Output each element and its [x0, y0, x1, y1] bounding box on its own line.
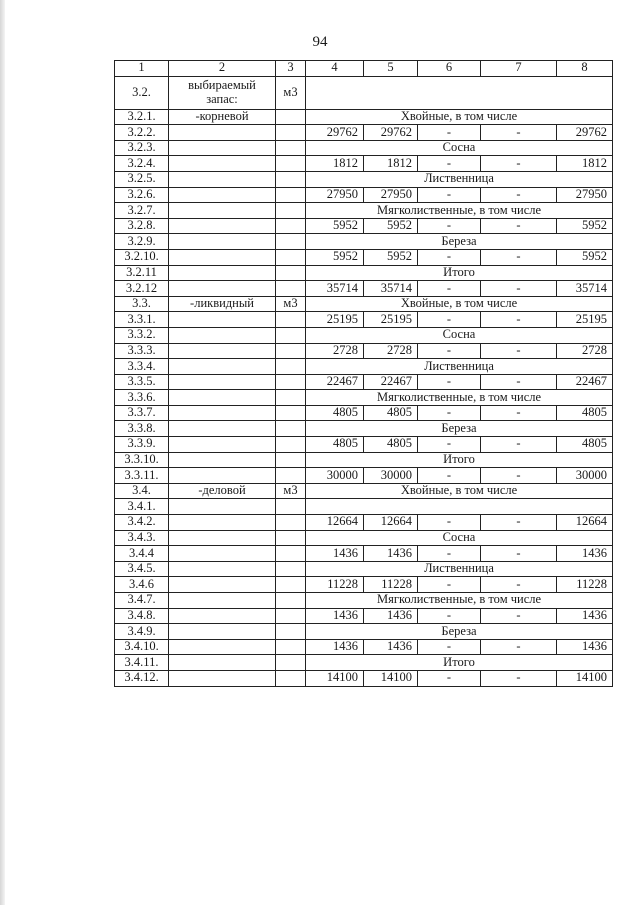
- category-cell: [169, 234, 276, 250]
- value-cell: 35714: [364, 281, 418, 297]
- unit-cell: [276, 281, 306, 297]
- unit-cell: [276, 561, 306, 577]
- row-code-cell: 3.3.8.: [115, 421, 169, 437]
- row-code-cell: 3.2.3.: [115, 140, 169, 156]
- row-code-cell: 3.2.11: [115, 265, 169, 281]
- category-cell: [169, 639, 276, 655]
- category-cell: [169, 265, 276, 281]
- unit-cell: [276, 390, 306, 406]
- value-cell: 1436: [557, 546, 613, 562]
- table-group-row: [115, 203, 613, 219]
- value-cell: 4805: [557, 437, 613, 453]
- header-cell: 1: [115, 61, 169, 77]
- value-cell: -: [481, 437, 557, 453]
- value-cell: 1436: [364, 639, 418, 655]
- row-code-cell: 3.2.7.: [115, 203, 169, 219]
- unit-cell: [276, 499, 306, 515]
- table-group-row: [115, 390, 613, 406]
- species-heading-cell: Сосна: [306, 327, 613, 343]
- value-cell: -: [481, 670, 557, 686]
- value-cell: 2728: [306, 343, 364, 359]
- category-cell: [169, 624, 276, 640]
- table-data-row: [115, 249, 613, 265]
- header-cell: 3: [276, 61, 306, 77]
- row-code-cell: 3.4.7.: [115, 593, 169, 609]
- row-code-cell: 3.4.5.: [115, 561, 169, 577]
- row-code-cell: 3.4.12.: [115, 670, 169, 686]
- category-cell: [169, 281, 276, 297]
- header-cell: 2: [169, 61, 276, 77]
- row-code-cell: 3.2.4.: [115, 156, 169, 172]
- page-number: 94: [312, 34, 328, 50]
- value-cell: 29762: [364, 125, 418, 141]
- row-code-cell: 3.3.1.: [115, 312, 169, 328]
- value-cell: 14100: [306, 670, 364, 686]
- value-cell: 25195: [364, 312, 418, 328]
- category-cell: [169, 140, 276, 156]
- species-heading-cell: Береза: [306, 421, 613, 437]
- category-cell: [169, 530, 276, 546]
- category-cell: [169, 593, 276, 609]
- value-cell: -: [418, 374, 481, 390]
- value-cell: 1436: [557, 639, 613, 655]
- value-cell: 35714: [557, 281, 613, 297]
- row-code-cell: 3.3.7.: [115, 405, 169, 421]
- row-code-cell: 3.3.2.: [115, 327, 169, 343]
- category-cell: [169, 452, 276, 468]
- row-code-cell: 3.3.5.: [115, 374, 169, 390]
- table-data-row: [115, 374, 613, 390]
- value-cell: 11228: [306, 577, 364, 593]
- value-cell: 12664: [557, 515, 613, 531]
- table-data-row: [115, 639, 613, 655]
- category-cell: [169, 203, 276, 219]
- table-data-row: [115, 281, 613, 297]
- row-code-cell: 3.2.6.: [115, 187, 169, 203]
- table-data-row: [115, 156, 613, 172]
- unit-cell: [276, 156, 306, 172]
- table-group-row: [115, 483, 613, 499]
- category-cell: [169, 249, 276, 265]
- unit-cell: [276, 249, 306, 265]
- category-cell: [169, 577, 276, 593]
- value-cell: -: [481, 405, 557, 421]
- row-code-cell: 3.3.9.: [115, 437, 169, 453]
- unit-cell: [276, 234, 306, 250]
- value-cell: -: [481, 218, 557, 234]
- value-cell: 14100: [364, 670, 418, 686]
- value-cell: 25195: [306, 312, 364, 328]
- value-cell: 1436: [306, 546, 364, 562]
- table-group-row: [115, 561, 613, 577]
- value-cell: -: [481, 281, 557, 297]
- category-cell: [169, 561, 276, 577]
- table-data-row: [115, 437, 613, 453]
- value-cell: -: [418, 577, 481, 593]
- value-cell: 1436: [306, 639, 364, 655]
- value-cell: -: [418, 608, 481, 624]
- value-cell: -: [481, 125, 557, 141]
- category-cell: [169, 499, 276, 515]
- value-cell: 27950: [557, 187, 613, 203]
- unit-cell: [276, 624, 306, 640]
- category-cell: [169, 655, 276, 671]
- unit-cell: м3: [276, 296, 306, 312]
- species-heading-cell: Мягколиственные, в том числе: [306, 203, 613, 219]
- table-data-row: [115, 125, 613, 141]
- unit-cell: м3: [276, 483, 306, 499]
- row-code-cell: 3.4.2.: [115, 515, 169, 531]
- species-heading-cell: Хвойные, в том числе: [306, 483, 613, 499]
- value-cell: 29762: [557, 125, 613, 141]
- value-cell: -: [481, 312, 557, 328]
- value-cell: 5952: [557, 218, 613, 234]
- row-code-cell: 3.2.9.: [115, 234, 169, 250]
- value-cell: 2728: [557, 343, 613, 359]
- species-heading-cell: Лиственница: [306, 561, 613, 577]
- row-code-cell: 3.2.10.: [115, 249, 169, 265]
- species-heading-cell: Сосна: [306, 140, 613, 156]
- value-cell: 1812: [306, 156, 364, 172]
- unit-cell: [276, 171, 306, 187]
- value-cell: 4805: [364, 405, 418, 421]
- value-cell: 5952: [306, 218, 364, 234]
- unit-cell: [276, 140, 306, 156]
- value-cell: 35714: [306, 281, 364, 297]
- value-cell: 11228: [364, 577, 418, 593]
- unit-cell: [276, 109, 306, 125]
- row-code-cell: 3.3.11.: [115, 468, 169, 484]
- row-code-cell: 3.4.10.: [115, 639, 169, 655]
- unit-cell: м3: [276, 76, 306, 109]
- table-data-row: [115, 515, 613, 531]
- category-cell: [169, 171, 276, 187]
- value-cell: -: [481, 343, 557, 359]
- value-cell: 12664: [364, 515, 418, 531]
- value-cell: 4805: [364, 437, 418, 453]
- value-cell: -: [481, 515, 557, 531]
- unit-cell: [276, 312, 306, 328]
- value-cell: 5952: [364, 249, 418, 265]
- unit-cell: [276, 359, 306, 375]
- category-cell: [169, 156, 276, 172]
- table-group-row: [115, 593, 613, 609]
- value-cell: -: [418, 468, 481, 484]
- value-cell: 1436: [364, 608, 418, 624]
- value-cell: 4805: [557, 405, 613, 421]
- row-code-cell: 3.3.10.: [115, 452, 169, 468]
- category-cell: [169, 187, 276, 203]
- table-group-row: [115, 265, 613, 281]
- unit-cell: [276, 265, 306, 281]
- unit-cell: [276, 546, 306, 562]
- value-cell: -: [481, 577, 557, 593]
- row-code-cell: 3.4.8.: [115, 608, 169, 624]
- header-cell: 8: [557, 61, 613, 77]
- value-cell: -: [418, 249, 481, 265]
- row-code-cell: 3.2.12: [115, 281, 169, 297]
- value-cell: -: [481, 608, 557, 624]
- value-cell: 22467: [306, 374, 364, 390]
- unit-cell: [276, 670, 306, 686]
- row-code-cell: 3.2.1.: [115, 109, 169, 125]
- table-group-row: [115, 171, 613, 187]
- species-heading-cell: Хвойные, в том числе: [306, 296, 613, 312]
- species-heading-cell: Хвойные, в том числе: [306, 109, 613, 125]
- value-cell: 22467: [364, 374, 418, 390]
- row-code-cell: 3.4.3.: [115, 530, 169, 546]
- category-cell: [169, 390, 276, 406]
- species-heading-cell: Береза: [306, 234, 613, 250]
- value-cell: 1436: [557, 608, 613, 624]
- row-code-cell: 3.3.: [115, 296, 169, 312]
- unit-cell: [276, 515, 306, 531]
- unit-cell: [276, 468, 306, 484]
- forest-stock-table: [114, 60, 613, 687]
- category-cell: [169, 312, 276, 328]
- value-cell: -: [481, 187, 557, 203]
- species-heading-cell: Лиственница: [306, 359, 613, 375]
- value-cell: 29762: [306, 125, 364, 141]
- table-group-row: [115, 109, 613, 125]
- species-heading-cell: Итого: [306, 265, 613, 281]
- unit-cell: [276, 655, 306, 671]
- value-cell: -: [481, 546, 557, 562]
- value-cell: 1436: [306, 608, 364, 624]
- category-cell: [169, 515, 276, 531]
- table-body: [115, 76, 613, 686]
- header-cell: 7: [481, 61, 557, 77]
- table-group-row: [115, 327, 613, 343]
- unit-cell: [276, 593, 306, 609]
- value-cell: 25195: [557, 312, 613, 328]
- table-group-row: [115, 499, 613, 515]
- category-cell: [169, 421, 276, 437]
- unit-cell: [276, 608, 306, 624]
- row-code-cell: 3.4.: [115, 483, 169, 499]
- category-cell: [169, 343, 276, 359]
- species-heading-cell: Итого: [306, 655, 613, 671]
- value-cell: 11228: [557, 577, 613, 593]
- species-heading-cell: [306, 76, 613, 109]
- value-cell: 14100: [557, 670, 613, 686]
- value-cell: 27950: [364, 187, 418, 203]
- value-cell: -: [418, 515, 481, 531]
- value-cell: 4805: [306, 405, 364, 421]
- value-cell: -: [418, 670, 481, 686]
- category-cell: [169, 218, 276, 234]
- header-row: [115, 61, 613, 77]
- value-cell: -: [418, 156, 481, 172]
- row-code-cell: 3.2.2.: [115, 125, 169, 141]
- category-cell: [169, 437, 276, 453]
- value-cell: -: [418, 639, 481, 655]
- row-code-cell: 3.4.11.: [115, 655, 169, 671]
- header-cell: 4: [306, 61, 364, 77]
- value-cell: -: [418, 405, 481, 421]
- value-cell: -: [418, 312, 481, 328]
- species-heading-cell: Береза: [306, 624, 613, 640]
- row-code-cell: 3.4.4: [115, 546, 169, 562]
- table-group-row: [115, 655, 613, 671]
- header-cell: 6: [418, 61, 481, 77]
- unit-cell: [276, 327, 306, 343]
- row-code-cell: 3.3.6.: [115, 390, 169, 406]
- value-cell: 12664: [306, 515, 364, 531]
- value-cell: 22467: [557, 374, 613, 390]
- table-data-row: [115, 343, 613, 359]
- category-cell: -деловой: [169, 483, 276, 499]
- table-data-row: [115, 312, 613, 328]
- category-cell: [169, 468, 276, 484]
- unit-cell: [276, 421, 306, 437]
- row-code-cell: 3.4.1.: [115, 499, 169, 515]
- value-cell: 1436: [364, 546, 418, 562]
- category-cell: [169, 374, 276, 390]
- value-cell: -: [418, 343, 481, 359]
- unit-cell: [276, 530, 306, 546]
- value-cell: 4805: [306, 437, 364, 453]
- table-group-row: [115, 421, 613, 437]
- row-code-cell: 3.3.3.: [115, 343, 169, 359]
- value-cell: -: [418, 218, 481, 234]
- value-cell: 30000: [557, 468, 613, 484]
- table-data-row: [115, 468, 613, 484]
- value-cell: 2728: [364, 343, 418, 359]
- table-data-row: [115, 218, 613, 234]
- value-cell: -: [418, 437, 481, 453]
- value-cell: 5952: [557, 249, 613, 265]
- table-group-row: [115, 140, 613, 156]
- value-cell: 30000: [364, 468, 418, 484]
- category-cell: [169, 670, 276, 686]
- value-cell: -: [481, 374, 557, 390]
- category-cell: [169, 125, 276, 141]
- table-group-row: [115, 296, 613, 312]
- unit-cell: [276, 125, 306, 141]
- unit-cell: [276, 374, 306, 390]
- row-code-cell: 3.2.5.: [115, 171, 169, 187]
- species-heading-cell: Мягколиственные, в том числе: [306, 593, 613, 609]
- value-cell: -: [418, 125, 481, 141]
- unit-cell: [276, 187, 306, 203]
- table-group-row: [115, 76, 613, 109]
- value-cell: -: [418, 187, 481, 203]
- row-code-cell: 3.2.: [115, 76, 169, 109]
- table-data-row: [115, 546, 613, 562]
- value-cell: -: [481, 639, 557, 655]
- table-group-row: [115, 359, 613, 375]
- table-group-row: [115, 452, 613, 468]
- table-group-row: [115, 530, 613, 546]
- row-code-cell: 3.3.4.: [115, 359, 169, 375]
- unit-cell: [276, 452, 306, 468]
- unit-cell: [276, 437, 306, 453]
- unit-cell: [276, 577, 306, 593]
- value-cell: -: [481, 468, 557, 484]
- category-cell: [169, 405, 276, 421]
- category-cell: выбираемый запас:: [169, 76, 276, 109]
- category-cell: -корневой: [169, 109, 276, 125]
- category-cell: [169, 546, 276, 562]
- species-heading-cell: Лиственница: [306, 171, 613, 187]
- row-code-cell: 3.2.8.: [115, 218, 169, 234]
- row-code-cell: 3.4.6: [115, 577, 169, 593]
- table-data-row: [115, 405, 613, 421]
- row-code-cell: 3.4.9.: [115, 624, 169, 640]
- value-cell: -: [481, 156, 557, 172]
- value-cell: 1812: [557, 156, 613, 172]
- category-cell: [169, 327, 276, 343]
- species-heading-cell: [306, 499, 613, 515]
- species-heading-cell: Итого: [306, 452, 613, 468]
- table-data-row: [115, 577, 613, 593]
- table-group-row: [115, 234, 613, 250]
- header-cell: 5: [364, 61, 418, 77]
- value-cell: 27950: [306, 187, 364, 203]
- category-cell: [169, 608, 276, 624]
- page-edge-shadow: [0, 0, 5, 905]
- value-cell: 5952: [306, 249, 364, 265]
- value-cell: -: [418, 546, 481, 562]
- value-cell: 5952: [364, 218, 418, 234]
- unit-cell: [276, 405, 306, 421]
- value-cell: 1812: [364, 156, 418, 172]
- unit-cell: [276, 343, 306, 359]
- unit-cell: [276, 639, 306, 655]
- table-group-row: [115, 624, 613, 640]
- category-cell: -ликвидный: [169, 296, 276, 312]
- category-cell: [169, 359, 276, 375]
- table-data-row: [115, 187, 613, 203]
- table-data-row: [115, 670, 613, 686]
- table-data-row: [115, 608, 613, 624]
- value-cell: -: [481, 249, 557, 265]
- species-heading-cell: Мягколиственные, в том числе: [306, 390, 613, 406]
- unit-cell: [276, 218, 306, 234]
- unit-cell: [276, 203, 306, 219]
- value-cell: -: [418, 281, 481, 297]
- value-cell: 30000: [306, 468, 364, 484]
- species-heading-cell: Сосна: [306, 530, 613, 546]
